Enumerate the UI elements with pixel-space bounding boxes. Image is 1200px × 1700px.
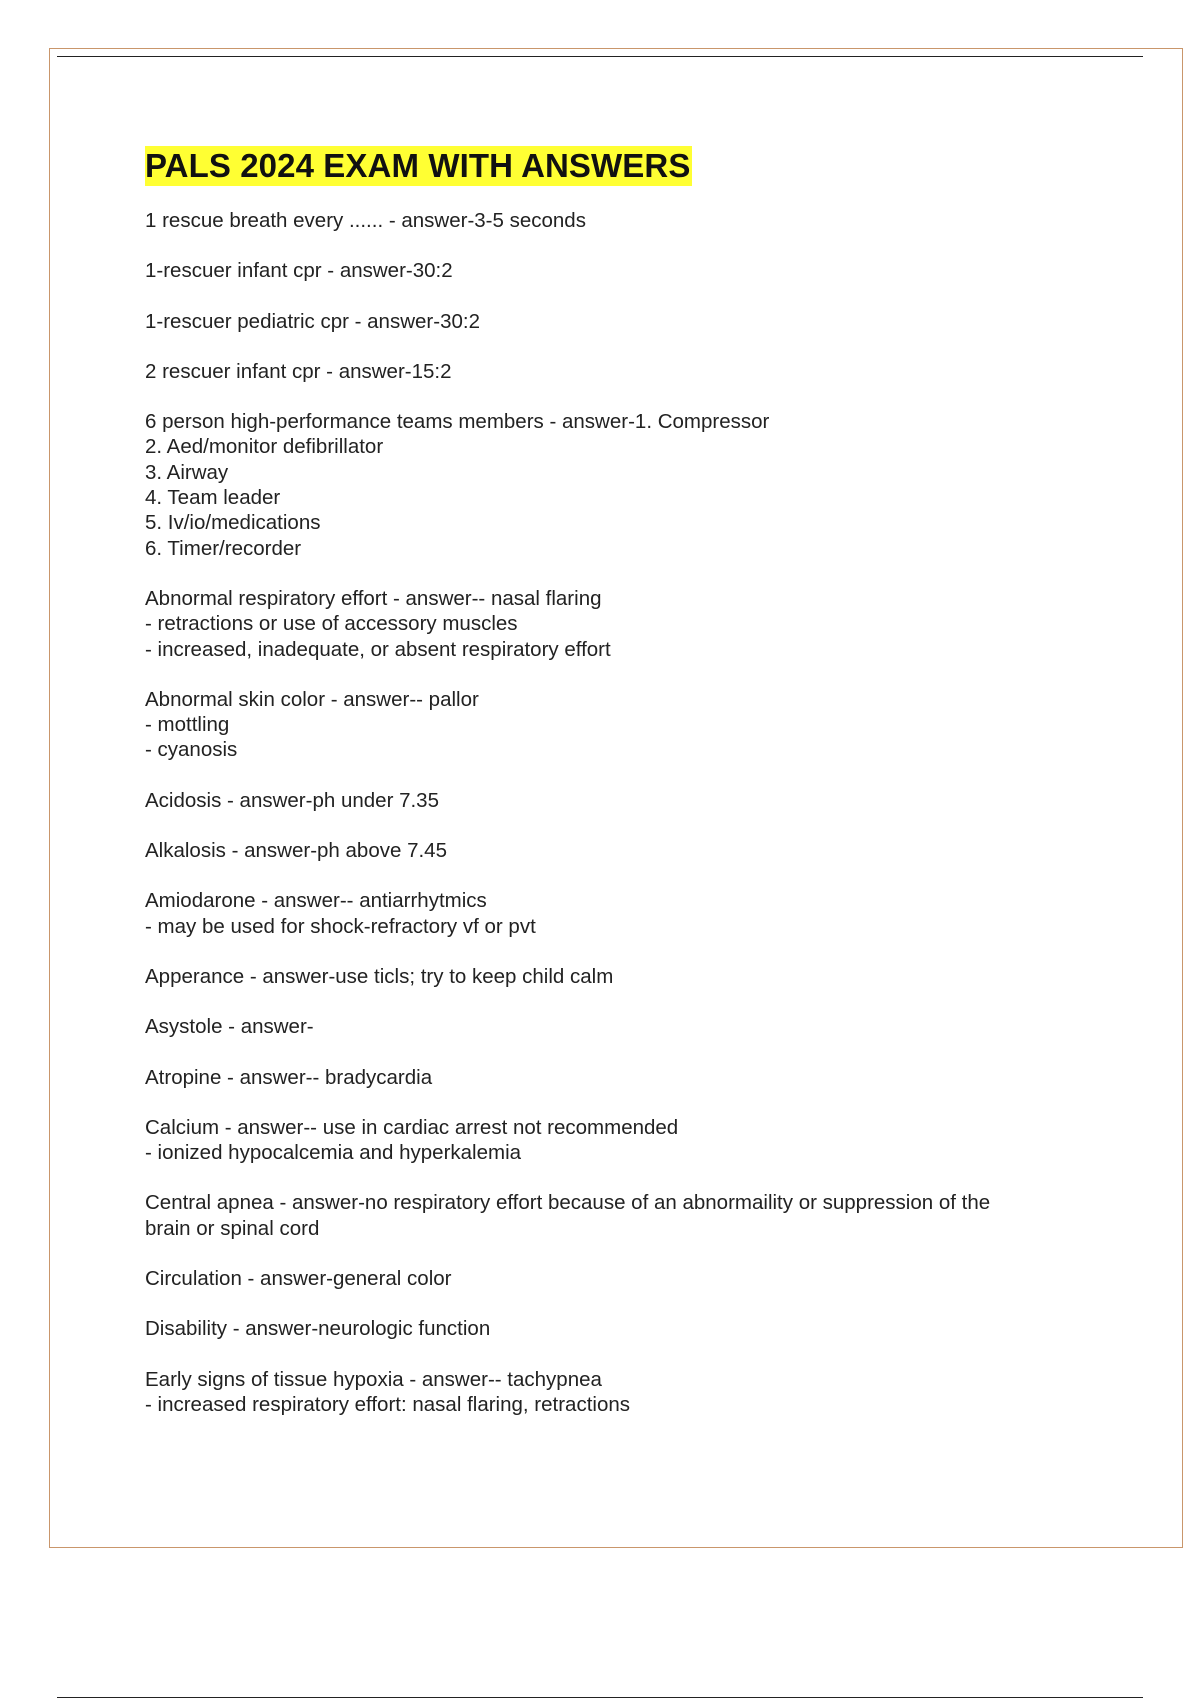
qa-answer-line: 6. Timer/recorder: [145, 536, 302, 560]
qa-item: [145, 586, 1125, 662]
qa-answer-line: - increased, inadequate, or absent respiratory effort: [145, 637, 611, 661]
qa-item: [145, 309, 1125, 334]
qa-question-line: Central apnea - answer-no respiratory effort because of an abnormaility or suppression of the: [145, 1191, 991, 1215]
qa-question-line: 1-rescuer pediatric cpr - answer-30:2: [145, 309, 480, 333]
qa-item: [145, 1065, 1125, 1090]
qa-question-line: Abnormal skin color - answer-- pallor: [145, 687, 479, 711]
qa-answer-line: - retractions or use of accessory muscles: [145, 612, 518, 636]
qa-answer-line: 5. Iv/io/medications: [145, 511, 321, 535]
qa-answer-line: - increased respiratory effort: nasal flaring, retractions: [145, 1392, 631, 1416]
qa-question-line: 6 person high-performance teams members - answer-1. Compressor: [145, 410, 770, 434]
qa-list: [145, 208, 1125, 1417]
qa-item: [145, 1266, 1125, 1291]
qa-question-line: Apperance - answer-use ticls; try to keep child calm: [145, 964, 614, 988]
qa-answer-line: - ionized hypocalcemia and hyperkalemia: [145, 1141, 522, 1165]
qa-item: [145, 1316, 1125, 1341]
qa-item: [145, 788, 1125, 813]
qa-answer-line: - mottling: [145, 713, 230, 737]
qa-question-line: Amiodarone - answer-- antiarrhytmics: [145, 889, 487, 913]
qa-item: [145, 687, 1125, 763]
qa-answer-line: - may be used for shock-refractory vf or pvt: [145, 914, 536, 938]
qa-item: [145, 409, 1125, 561]
qa-question-line: 1-rescuer infant cpr - answer-30:2: [145, 259, 453, 283]
qa-item: [145, 1367, 1125, 1418]
qa-question-line: Abnormal respiratory effort - answer-- nasal flaring: [145, 586, 602, 610]
qa-question-line: 1 rescue breath every ...... - answer-3-5 seconds: [145, 209, 586, 232]
qa-item: [145, 359, 1125, 384]
qa-question-line: 2 rescuer infant cpr - answer-15:2: [145, 359, 452, 383]
qa-item: [145, 208, 1125, 233]
qa-answer-line: - cyanosis: [145, 738, 238, 762]
qa-answer-line: 3. Airway: [145, 460, 229, 484]
document-title: PALS 2024 EXAM WITH ANSWERS: [145, 147, 691, 184]
qa-question-line: Asystole - answer-: [145, 1015, 314, 1039]
qa-question-line: Disability - answer-neurologic function: [145, 1317, 491, 1341]
qa-item: [145, 838, 1125, 863]
qa-item: [145, 1014, 1125, 1039]
bottom-rule: [57, 1697, 1143, 1698]
top-rule: [57, 56, 1143, 57]
qa-question-line: Early signs of tissue hypoxia - answer-- tachypnea: [145, 1367, 602, 1391]
qa-question-line: Atropine - answer-- bradycardia: [145, 1065, 433, 1089]
qa-question-line: Circulation - answer-general color: [145, 1267, 452, 1291]
document-body: [145, 146, 1125, 1442]
qa-answer-line: 2. Aed/monitor defibrillator: [145, 435, 384, 459]
qa-answer-line: brain or spinal cord: [145, 1216, 320, 1240]
qa-item: [145, 888, 1125, 939]
qa-item: [145, 964, 1125, 989]
qa-question-line: Alkalosis - answer-ph above 7.45: [145, 839, 447, 863]
qa-question-line: Calcium - answer-- use in cardiac arrest not recommended: [145, 1115, 679, 1139]
qa-question-line: Acidosis - answer-ph under 7.35: [145, 788, 439, 812]
qa-item: [145, 1115, 1125, 1166]
qa-answer-line: 4. Team leader: [145, 486, 281, 510]
qa-item: [145, 1190, 1125, 1241]
qa-item: [145, 258, 1125, 283]
